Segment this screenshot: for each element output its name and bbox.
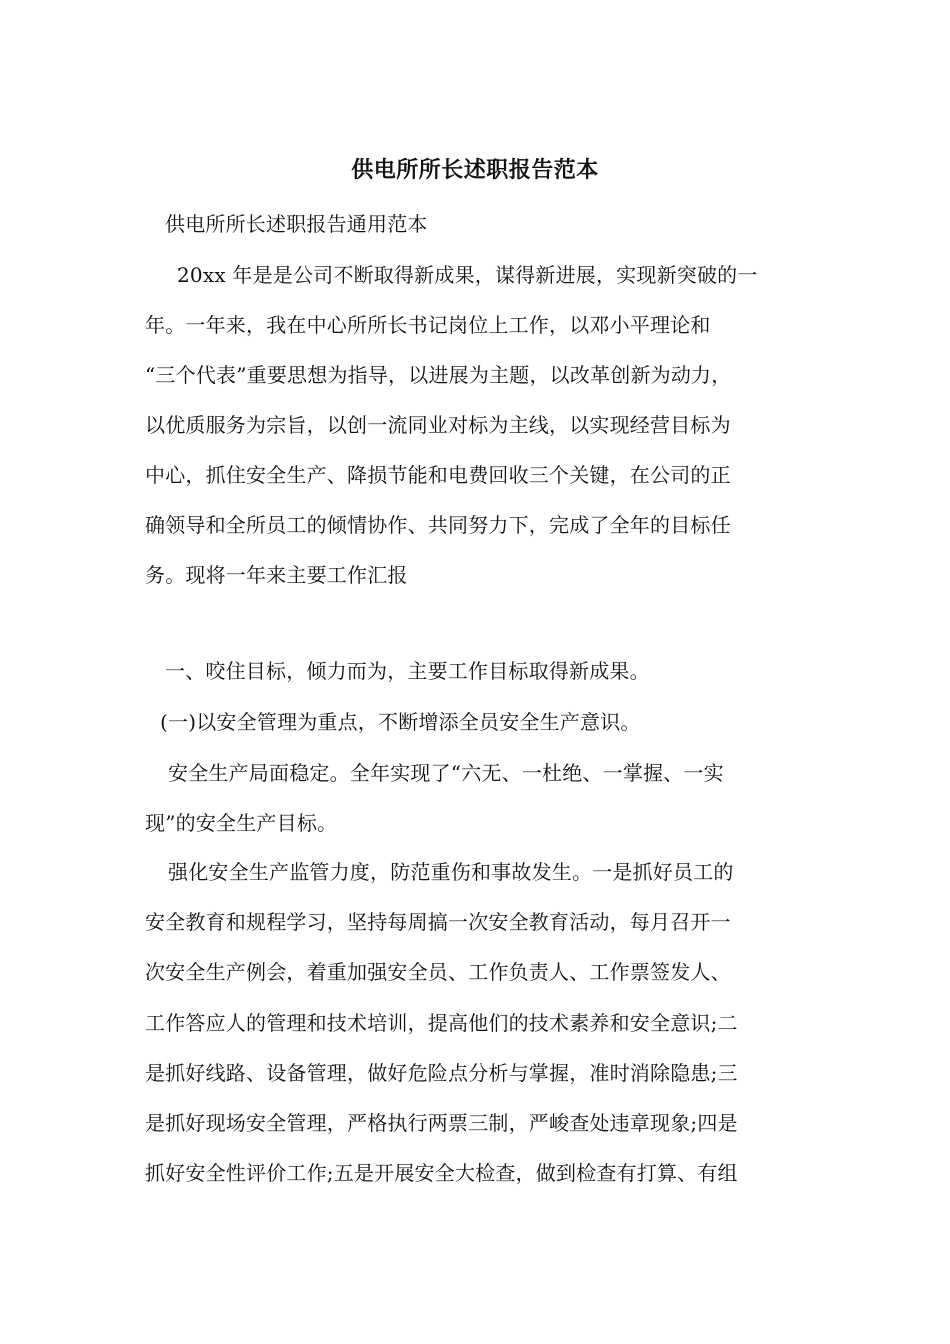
paragraph-line: 安全生产局面稳定。全年实现了“六无、一杜绝、一掌握、一实 [168, 761, 724, 785]
paragraph-line: “三个代表”重要思想为指导，以进展为主题，以改革创新为动力， [145, 363, 732, 387]
paragraph-line: 抓好安全性评价工作;五是开展安全大检查，做到检查有打算、有组 [145, 1161, 738, 1185]
paragraph-line: 20xx 年是是公司不断取得新成果，谋得新进展，实现新突破的一 [177, 263, 758, 287]
paragraph-line: 中心，抓住安全生产、降损节能和电费回收三个关键，在公司的正 [145, 463, 731, 487]
subsection-heading: (一)以安全管理为重点，不断增添全员安全生产意识。 [160, 710, 641, 734]
section-heading: 一、咬住目标，倾力而为，主要工作目标取得新成果。 [165, 659, 650, 683]
paragraph-line: 务。现将一年来主要工作汇报 [145, 563, 408, 587]
paragraph-line: 安全教育和规程学习，坚持每周搞一次安全教育活动，每月召开一 [145, 910, 731, 934]
paragraph-line: 确领导和全所员工的倾情协作、共同努力下，完成了全年的目标任 [145, 513, 731, 537]
paragraph-line: 强化安全生产监管力度，防范重伤和事故发生。一是抓好员工的 [168, 860, 734, 884]
paragraph-line: 是抓好现场安全管理，严格执行两票三制，严峻查处违章现象;四是 [145, 1111, 738, 1135]
paragraph-line: 以优质服务为宗旨，以创一流同业对标为主线，以实现经营目标为 [145, 413, 731, 437]
paragraph-line: 次安全生产例会，着重加强安全员、工作负责人、工作票签发人、 [145, 960, 731, 984]
document-title: 供电所所长述职报告范本 [351, 157, 599, 183]
paragraph-line: 工作答应人的管理和技术培训，提高他们的技术素养和安全意识;二 [145, 1011, 738, 1035]
paragraph-line: 现”的安全生产目标。 [145, 811, 338, 835]
paragraph-line: 是抓好线路、设备管理，做好危险点分析与掌握，准时消除隐患;三 [145, 1061, 738, 1085]
paragraph-line: 年。一年来，我在中心所所长书记岗位上工作，以邓小平理论和 [145, 313, 711, 337]
document-subtitle: 供电所所长述职报告通用范本 [165, 212, 428, 236]
